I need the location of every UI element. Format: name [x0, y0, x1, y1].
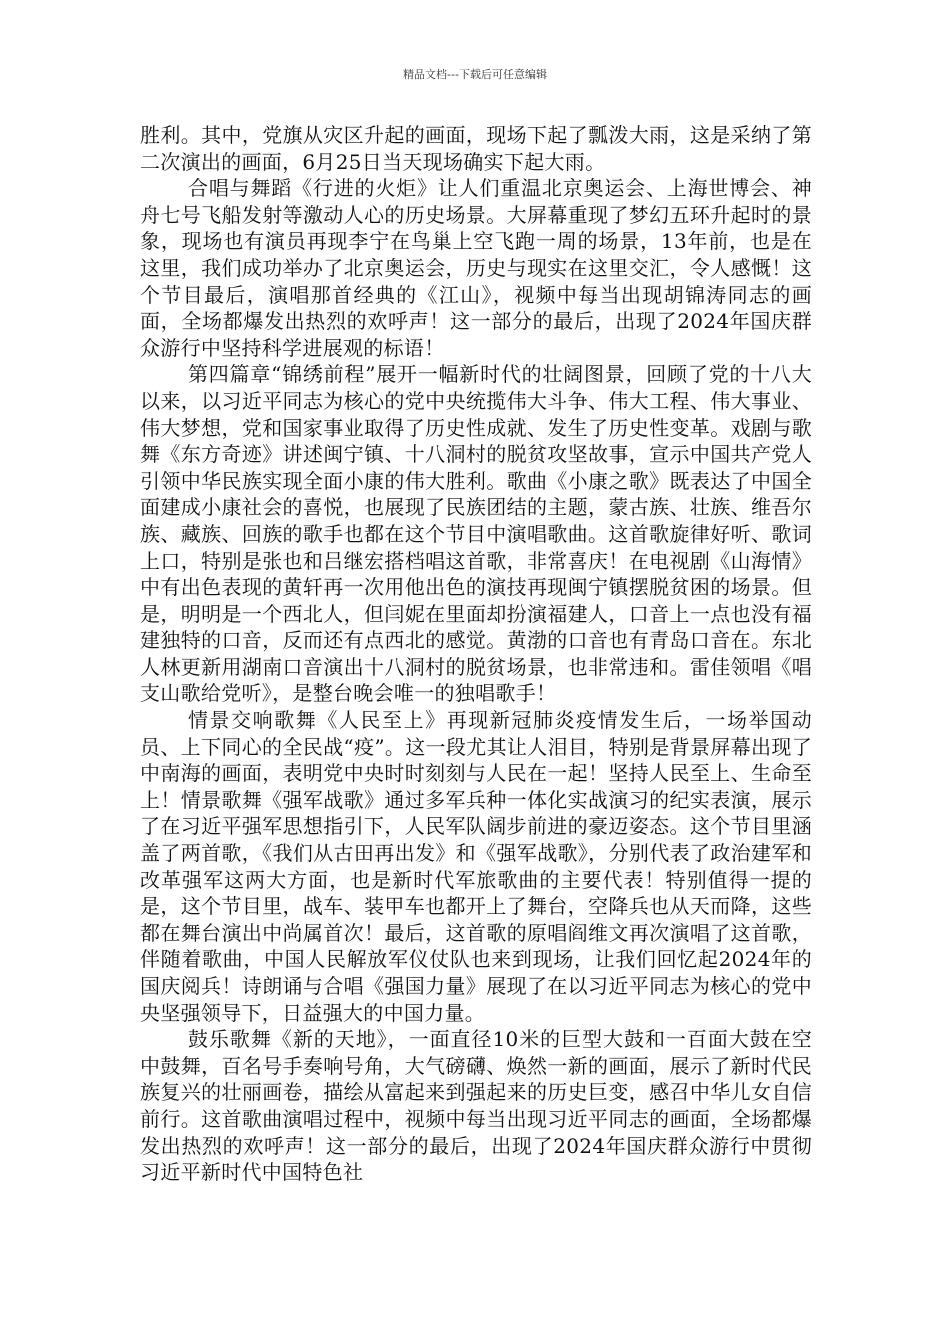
paragraph-2: 合唱与舞蹈《行进的火炬》让人们重温北京奥运会、上海世博会、神舟七号飞船发射等激动人心的历史场景。大屏幕重现了梦幻五环升起时的景象，现场也有演员再现李宁在鸟巢上空飞跑一周的场景，13年前，也是在这里，我们成功举办了北京奥运会，历史与现实在这里交汇，令人感慨！这个节目最后，演唱那首经典的《江山》，视频中每当出现胡锦涛同志的画面，全场都爆发出热烈的欢呼声！这一部分的最后，出现了2024年国庆群众游行中坚持科学进展观的标语！ [140, 176, 812, 360]
paragraph-1: 胜利。其中，党旗从灾区升起的画面，现场下起了瓢泼大雨，这是采纳了第二次演出的画面，6月25日当天现场确实下起大雨。 [140, 123, 812, 174]
document-body [140, 122, 812, 1186]
paragraph-4: 情景交响歌舞《人民至上》再现新冠肺炎疫情发生后，一场举国动员、上下同心的全民战“疫”。这一段尤其让人泪目，特别是背景屏幕出现了中南海的画面，表明党中央时时刻刻与人民在一起！坚持人民至上、生命至上！情景歌舞《强军战歌》通过多军兵种一体化实战演习的纪实表演，展示了在习近平强军思想指引下，人民军队阔步前进的豪迈姿态。这个节目里涵盖了两首歌，《我们从古田再出发》和《强军战歌》，分别代表了政治建军和改革强军这两大方面，也是新时代军旅歌曲的主要代表！特别值得一提的是，这个节目里，战车、装甲车也都开上了舞台，空降兵也从天而降，这些都在舞台演出中尚属首次！最后，这首歌的原唱阎维文再次演唱了这首歌，伴随着歌曲，中国人民解放军仪仗队也来到现场，让我们回忆起2024年的国庆阅兵！诗朗诵与合唱《强国力量》展现了在以习近平同志为核心的党中央坚强领导下，日益强大的中国力量。 [140, 708, 812, 1025]
paragraph-3: 第四篇章“锦绣前程”展开一幅新时代的壮阔图景，回顾了党的十八大以来，以习近平同志为核心的党中央统揽伟大斗争、伟大工程、伟大事业、伟大梦想，党和国家事业取得了历史性成就、发生了历史性变革。戏剧与歌舞《东方奇迹》讲述闽宁镇、十八洞村的脱贫攻坚故事，宣示中国共产党人引领中华民族实现全面小康的伟大胜利。歌曲《小康之歌》既表达了中国全面建成小康社会的喜悦，也展现了民族团结的主题，蒙古族、壮族、维吾尔族、藏族、回族的歌手也都在这个节目中演唱歌曲。这首歌旋律好听、歌词上口，特别是张也和吕继宏搭档唱这首歌，非常喜庆！在电视剧《山海情》中有出色表现的黄轩再一次用他出色的演技再现闽宁镇摆脱贫困的场景。但是，明明是一个西北人，但闫妮在里面却扮演福建人，口音上一点也没有福建独特的口音，反而还有点西北的感觉。黄渤的口音也有青岛口音在。东北人林更新用湖南口音演出十八洞村的脱贫场景，也非常违和。雷佳领唱《唱支山歌给党听》，是整台晚会唯一的独唱歌手！ [140, 362, 812, 706]
page-header: 精品文档---下载后可任意编辑 [403, 68, 547, 81]
paragraph-5: 鼓乐歌舞《新的天地》，一面直径10米的巨型大鼓和一百面大鼓在空中鼓舞，百名号手奏响号角，大气磅礴、焕然一新的画面，展示了新时代民族复兴的壮丽画卷，描绘从富起来到强起来的历史巨变，感召中华儿女自信前行。这首歌曲演唱过程中，视频中每当出现习近平同志的画面，全场都爆发出热烈的欢呼声！这一部分的最后，出现了2024年国庆群众游行中贯彻习近平新时代中国特色社 [140, 1027, 812, 1185]
